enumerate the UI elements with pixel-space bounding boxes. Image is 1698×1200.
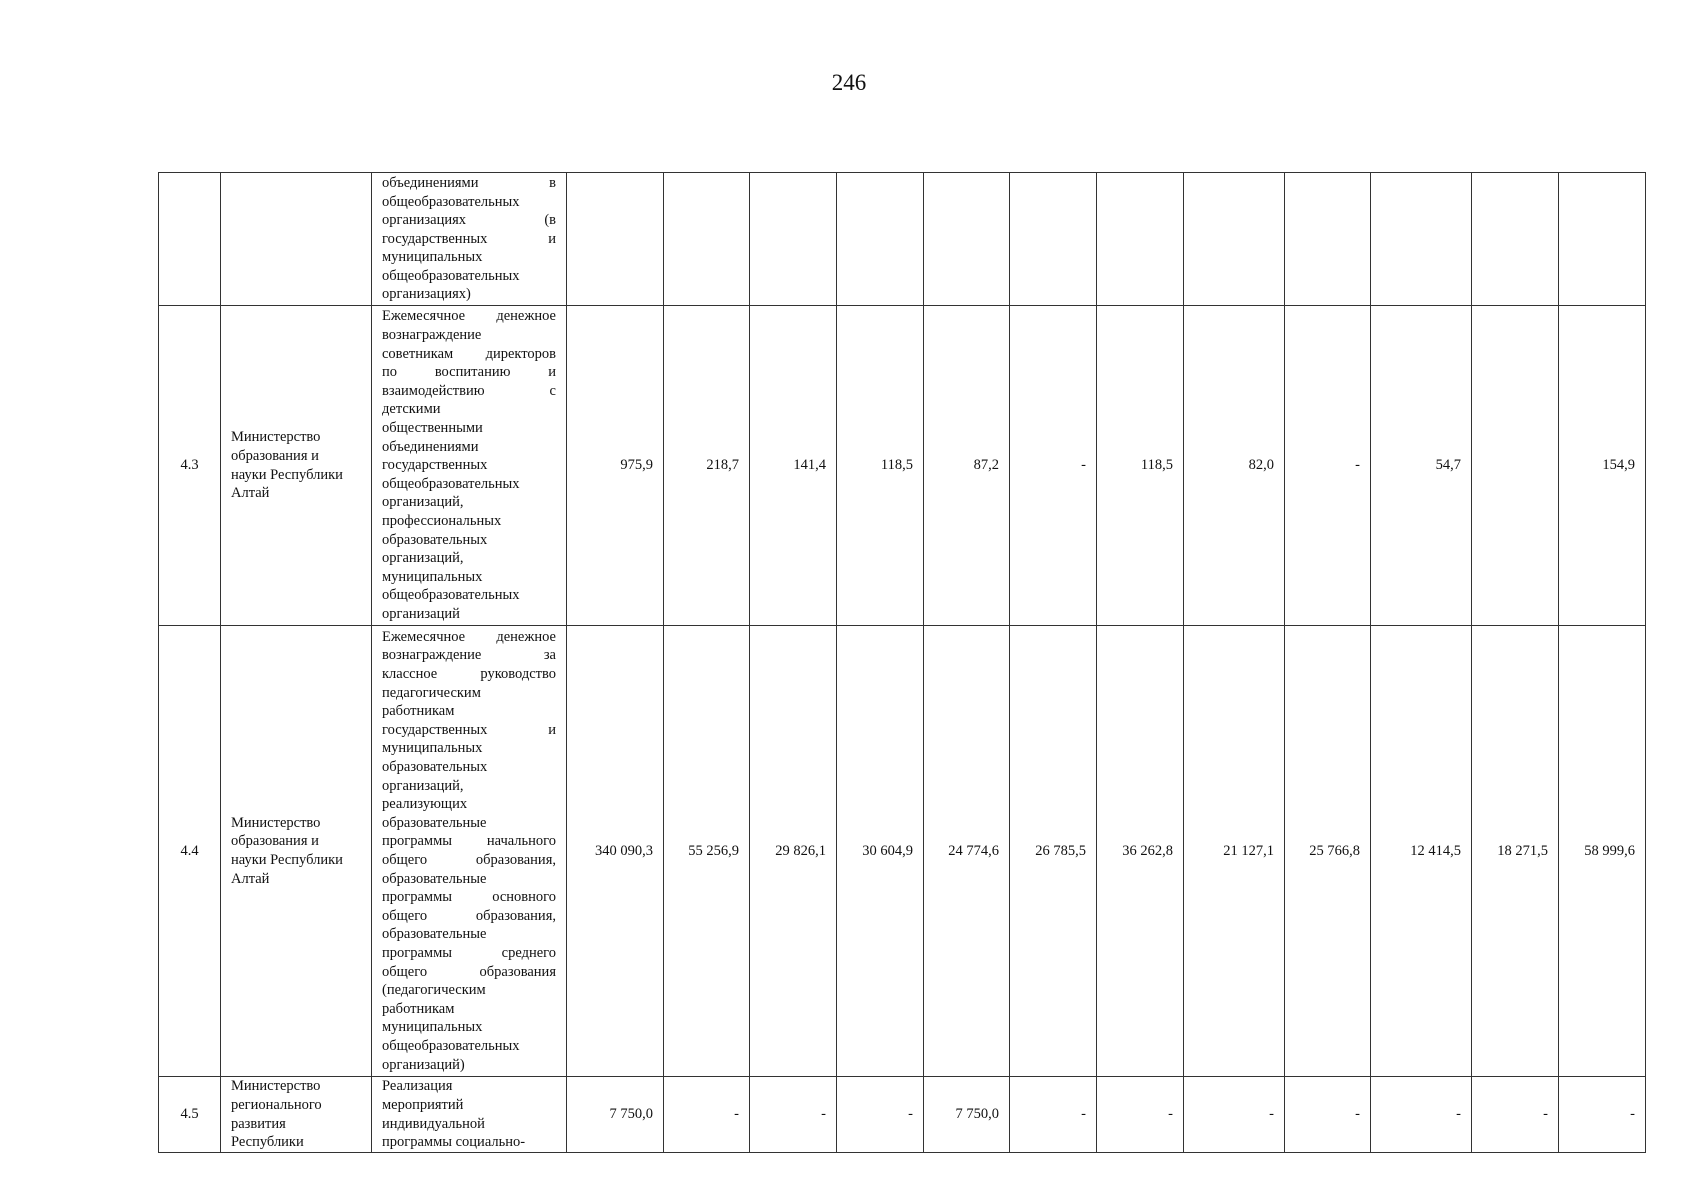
description-line: мероприятий: [382, 1096, 464, 1113]
amount-cell: -: [1472, 1077, 1559, 1153]
executor-cell: [221, 1077, 372, 1153]
amount-cell: -: [750, 1077, 837, 1153]
amount-cell: -: [1371, 1077, 1472, 1153]
description-line: программы начального: [382, 833, 556, 850]
amount-cell: [1184, 173, 1285, 306]
description-line: Ежемесячное денежное: [382, 628, 556, 645]
description-line: образовательные: [382, 926, 487, 943]
amount-cell: [1371, 173, 1472, 306]
amount-cell: [1559, 173, 1646, 306]
amount-cell: 25 766,8: [1285, 626, 1371, 1077]
amount-cell: [837, 173, 924, 306]
amount-cell: 154,9: [1559, 306, 1646, 626]
description-line: организаций,: [382, 550, 464, 567]
amount-cell: 82,0: [1184, 306, 1285, 626]
description-line: общего образования: [382, 963, 556, 980]
description-line: педагогическим: [382, 684, 481, 701]
description-line: общего образования,: [382, 852, 556, 868]
description-line: общеобразовательных: [382, 1037, 520, 1054]
amount-cell: 18 271,5: [1472, 626, 1559, 1077]
amount-cell: -: [1285, 1077, 1371, 1153]
description-line: работникам: [382, 1000, 455, 1017]
description-line: советникам директоров: [382, 345, 556, 362]
description-line: общеобразовательных: [382, 475, 520, 492]
amount-cell: 26 785,5: [1010, 626, 1097, 1077]
amount-cell: [1472, 306, 1559, 626]
executor-cell: [221, 626, 372, 1077]
description-line: организаций,: [382, 777, 464, 794]
amount-cell: 24 774,6: [924, 626, 1010, 1077]
description-line: муниципальных: [382, 568, 483, 585]
amount-cell: 29 826,1: [750, 626, 837, 1077]
executor-text: Министерство образования и науки Республики Алтай: [231, 429, 343, 502]
description-line: программы среднего: [382, 944, 556, 961]
table-row: [159, 626, 1646, 1077]
amount-cell: 218,7: [664, 306, 750, 626]
table-row: [159, 1077, 1646, 1153]
amount-cell: [1097, 173, 1184, 306]
description-line: общеобразовательных: [382, 193, 520, 210]
amount-cell: -: [1184, 1077, 1285, 1153]
amount-cell: 87,2: [924, 306, 1010, 626]
row-number-cell: 4.5: [159, 1077, 221, 1153]
description-line: организаций,: [382, 494, 464, 511]
amount-cell: [924, 173, 1010, 306]
description-line: организациях (в: [382, 212, 556, 229]
amount-cell: [750, 173, 837, 306]
executor-cell: [221, 306, 372, 626]
amount-cell: [664, 173, 750, 306]
amount-cell: 7 750,0: [924, 1077, 1010, 1153]
description-cell: [372, 306, 567, 626]
description-cell: [372, 1077, 567, 1153]
description-line: государственных: [382, 457, 488, 474]
description-line: организаций: [382, 605, 460, 622]
amount-cell: 30 604,9: [837, 626, 924, 1077]
amount-cell: -: [1010, 306, 1097, 626]
description-line: программы социально-: [382, 1134, 526, 1151]
amount-cell: -: [1559, 1077, 1646, 1153]
amount-cell: 975,9: [567, 306, 664, 626]
description-line: вознаграждение за: [382, 647, 556, 664]
description-line: образовательные: [382, 870, 487, 887]
executor-text: Министерство регионального развития Республики: [231, 1078, 322, 1151]
amount-cell: -: [1097, 1077, 1184, 1153]
description-line: вознаграждение: [382, 327, 482, 344]
row-number-cell: 4.4: [159, 626, 221, 1077]
table-row: [159, 306, 1646, 626]
description-line: государственных и: [382, 721, 556, 738]
page-number: 246: [831, 70, 867, 95]
amount-cell: 36 262,8: [1097, 626, 1184, 1077]
amount-cell: 12 414,5: [1371, 626, 1472, 1077]
amount-cell: 54,7: [1371, 306, 1472, 626]
description-line: организаций): [382, 1056, 465, 1073]
amount-cell: 141,4: [750, 306, 837, 626]
amount-cell: [567, 173, 664, 306]
description-line: программы основного: [382, 889, 556, 906]
amount-cell: -: [1285, 306, 1371, 626]
description-cell: [372, 173, 567, 306]
table-row: [159, 173, 1646, 306]
amount-cell: 58 999,6: [1559, 626, 1646, 1077]
description-line: реализующих: [382, 796, 468, 813]
amount-cell: 21 127,1: [1184, 626, 1285, 1077]
description-line: детскими: [382, 401, 441, 418]
description-line: профессиональных: [382, 512, 502, 529]
description-line: взаимодействию с: [382, 382, 556, 399]
amount-cell: [1285, 173, 1371, 306]
amount-cell: -: [1010, 1077, 1097, 1153]
amount-cell: 340 090,3: [567, 626, 664, 1077]
description-line: Реализация: [382, 1078, 453, 1095]
description-line: общеобразовательных: [382, 267, 520, 284]
amount-cell: 7 750,0: [567, 1077, 664, 1153]
executor-text: Министерство образования и науки Республики Алтай: [231, 814, 343, 887]
executor-cell: [221, 173, 372, 306]
description-line: образовательных: [382, 531, 488, 548]
description-line: индивидуальной: [382, 1115, 485, 1132]
amount-cell: 55 256,9: [664, 626, 750, 1077]
description-cell: [372, 626, 567, 1077]
description-line: общественными: [382, 420, 483, 437]
amount-cell: 118,5: [1097, 306, 1184, 626]
description-line: общеобразовательных: [382, 587, 520, 604]
description-line: объединениями: [382, 438, 479, 455]
description-line: классное руководство: [382, 666, 556, 683]
description-line: работникам: [382, 703, 455, 720]
description-line: муниципальных: [382, 740, 483, 757]
description-line: общего образования,: [382, 907, 556, 924]
amount-cell: [1010, 173, 1097, 306]
description-line: муниципальных: [382, 1019, 483, 1036]
description-line: образовательных: [382, 759, 488, 776]
budget-table: [158, 172, 1646, 1153]
amount-cell: [1472, 173, 1559, 306]
description-line: государственных и: [382, 230, 556, 247]
row-number-cell: [159, 173, 221, 306]
description-line: муниципальных: [382, 249, 483, 266]
description-line: образовательные: [382, 814, 487, 831]
description-line: по воспитанию и: [382, 364, 556, 381]
description-line: Ежемесячное денежное: [382, 308, 556, 325]
description-line: (педагогическим: [382, 982, 486, 999]
description-line: организациях): [382, 286, 471, 303]
amount-cell: -: [664, 1077, 750, 1153]
description-line: объединениями в: [382, 174, 556, 191]
amount-cell: -: [837, 1077, 924, 1153]
amount-cell: 118,5: [837, 306, 924, 626]
row-number-cell: 4.3: [159, 306, 221, 626]
